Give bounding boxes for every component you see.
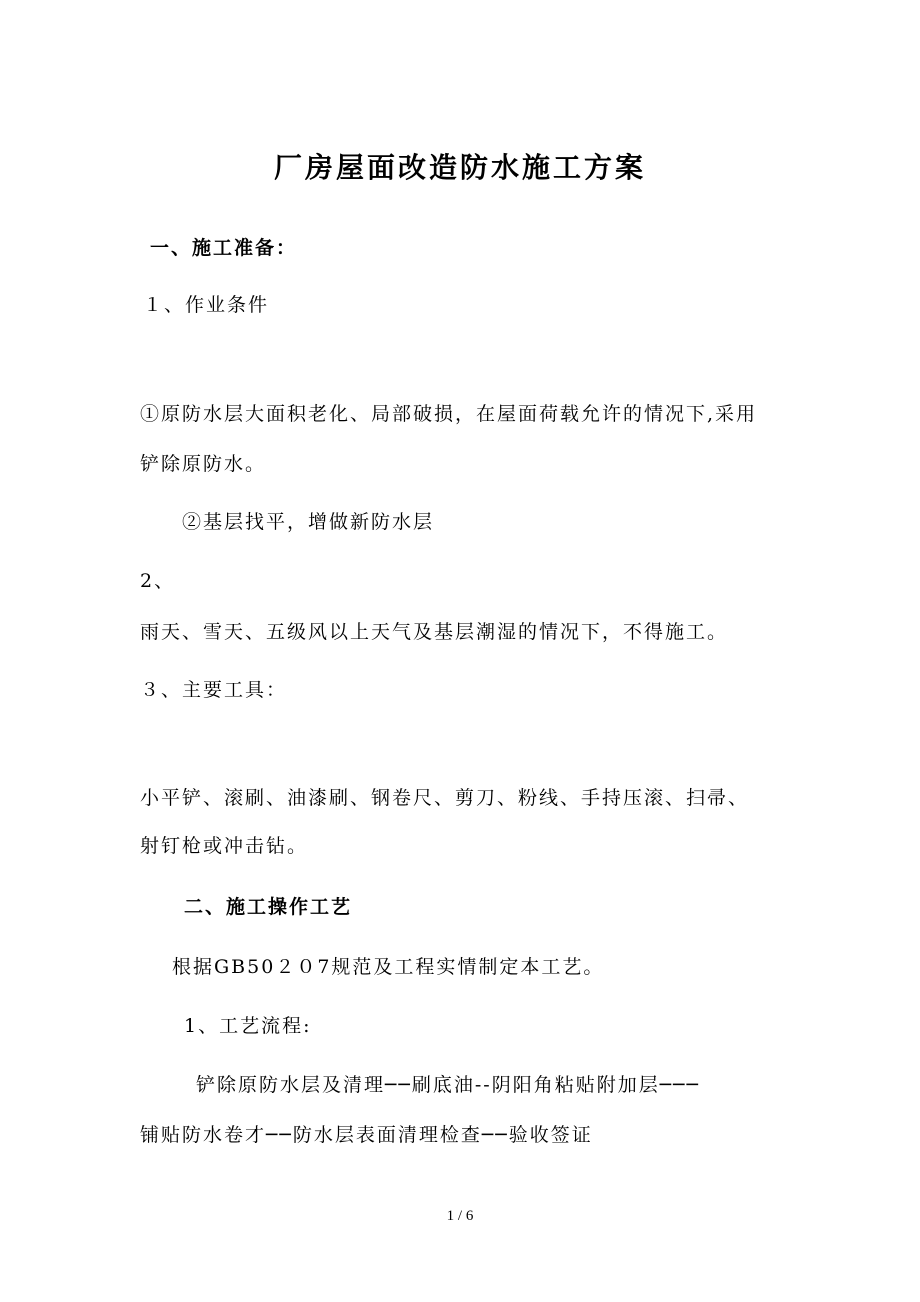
paragraph-line: 铲除原防水层及清理──刷底油--阴阳角粘贴附加层─── [196, 1074, 701, 1096]
page-number: 1 / 6 [446, 1208, 474, 1224]
paragraph-line: 铲除原防水。 [140, 453, 267, 475]
item-heading-process-flow: 1、工艺流程: [184, 1015, 312, 1037]
paragraph-line: 射钉枪或冲击钻。 [140, 835, 309, 857]
paragraph-line: ①原防水层大面积老化、局部破损，在屋面荷载允许的情况下,采用 [140, 403, 758, 425]
paragraph-line: 雨天、雪天、五级风以上天气及基层潮湿的情况下，不得施工。 [140, 621, 729, 643]
paragraph-line: 铺贴防水卷才──防水层表面清理检查──验收签证 [140, 1124, 593, 1146]
paragraph-line: 根据GB50２０7规范及工程实情制定本工艺。 [172, 956, 605, 978]
paragraph-line: 小平铲、滚刷、油漆刷、钢卷尺、剪刀、粉线、手持压滚、扫帚、 [140, 787, 750, 809]
item-heading-work-conditions: １、作业条件 [143, 294, 270, 316]
paragraph-line: ②基层找平，增做新防水层 [182, 511, 435, 533]
document-title: 厂房屋面改造防水施工方案 [273, 151, 646, 184]
item-heading-weather: 2、 [140, 570, 176, 592]
section-heading-preparation: 一、施工准备： [150, 237, 298, 259]
item-heading-tools: ３、主要工具： [140, 679, 288, 701]
section-heading-operation-process: 二、施工操作工艺 [184, 896, 353, 918]
